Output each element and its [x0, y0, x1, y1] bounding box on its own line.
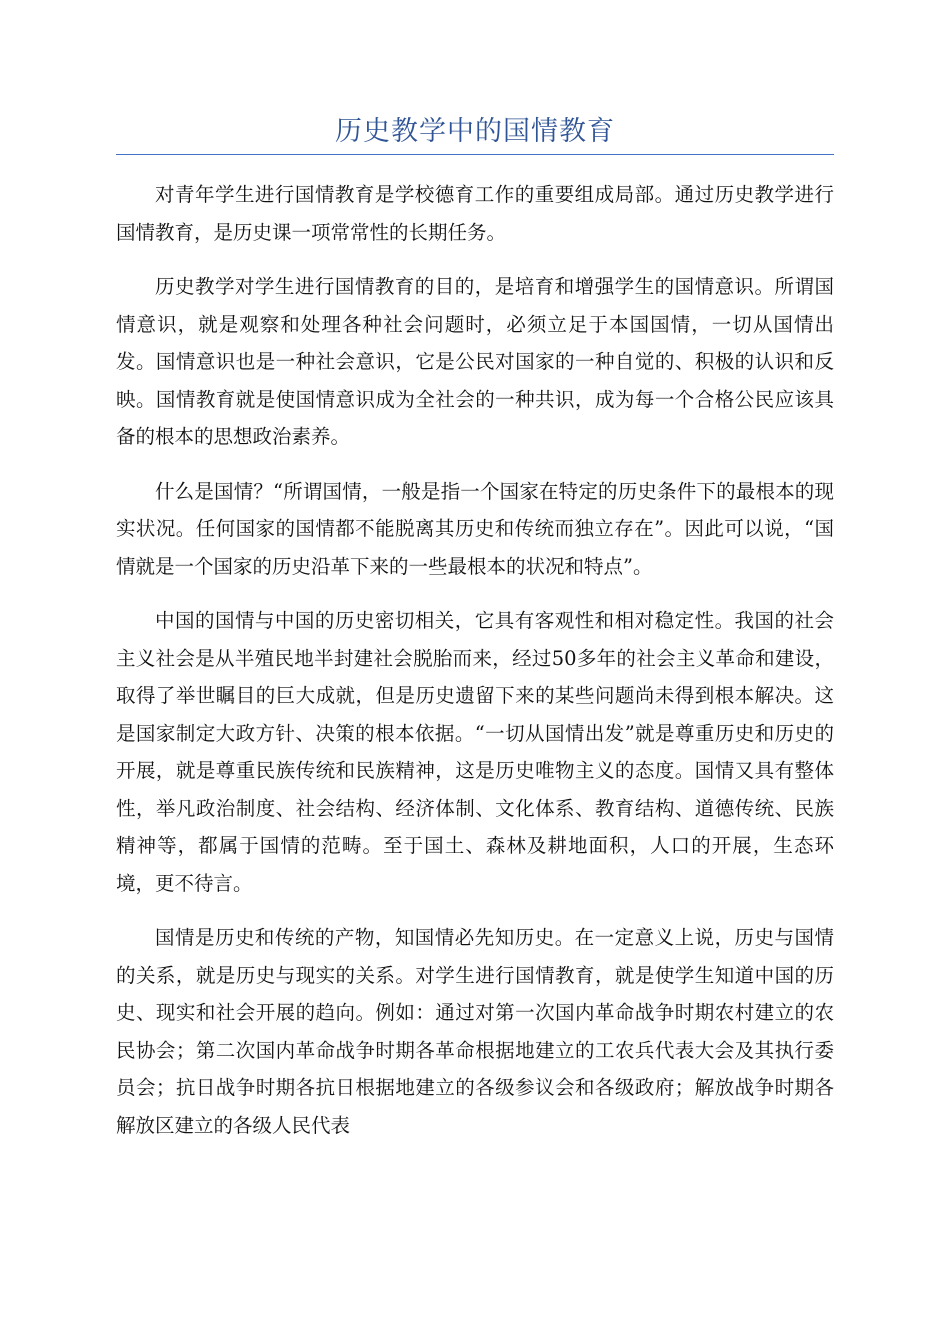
paragraph-5: 国情是历史和传统的产物，知国情必先知历史。在一定意义上说，历史与国情的关系，就是历史与现实的关系。对学生进行国情教育，就是使学生知道中国的历史、现实和社会开展的趋向。例如：通过对第一次国内革命战争时期农村建立的农民协会；第二次国内革命战争时期各革命根据地建立的工农兵代表大会及其执行委员会；抗日战争时期各抗日根据地建立的各级参议会和各级政府；解放战争时期各解放区建立的各级人民代表 [116, 926, 834, 1137]
paragraph-2: 历史教学对学生进行国情教育的目的，是培育和增强学生的国情意识。所谓国情意识，就是观察和处理各种社会问题时，必须立足于本国国情，一切从国情出发。国情意识也是一种社会意识，它是公民对国家的一种自觉的、积极的认识和反映。国情教育就是使国情意识成为全社会的一种共识，成为每一个合格公民应该具备的根本的思想政治素养。 [116, 275, 834, 448]
document-title: 历史教学中的国情教育 [335, 116, 615, 147]
paragraph-1: 对青年学生进行国情教育是学校德育工作的重要组成局部。通过历史教学进行国情教育，是历史课一项常常性的长期任务。 [116, 183, 834, 244]
paragraph-4: 中国的国情与中国的历史密切相关，它具有客观性和相对稳定性。我国的社会主义社会是从半殖民地半封建社会脱胎而来，经过50多年的社会主义革命和建设，取得了举世瞩目的巨大成就，但是历史遗留下来的某些问题尚未得到根本解决。这是国家制定大政方针、决策的根本依据。“一切从国情出发”就是尊重历史和历史的开展，就是尊重民族传统和民族精神，这是历史唯物主义的态度。国情又具有整体性，举凡政治制度、社会结构、经济体制、文化体系、教育结构、道德传统、民族精神等，都属于国情的范畴。至于国土、森林及耕地面积，人口的开展，生态环境，更不待言。 [116, 609, 834, 895]
document-body [116, 176, 834, 1161]
paragraph-3: 什么是国情？“所谓国情，一般是指一个国家在特定的历史条件下的最根本的现实状况。任何国家的国情都不能脱离其历史和传统而独立存在”。因此可以说，“国情就是一个国家的历史沿革下来的一些最根本的状况和特点”。 [116, 479, 834, 578]
title-underline [116, 154, 834, 155]
